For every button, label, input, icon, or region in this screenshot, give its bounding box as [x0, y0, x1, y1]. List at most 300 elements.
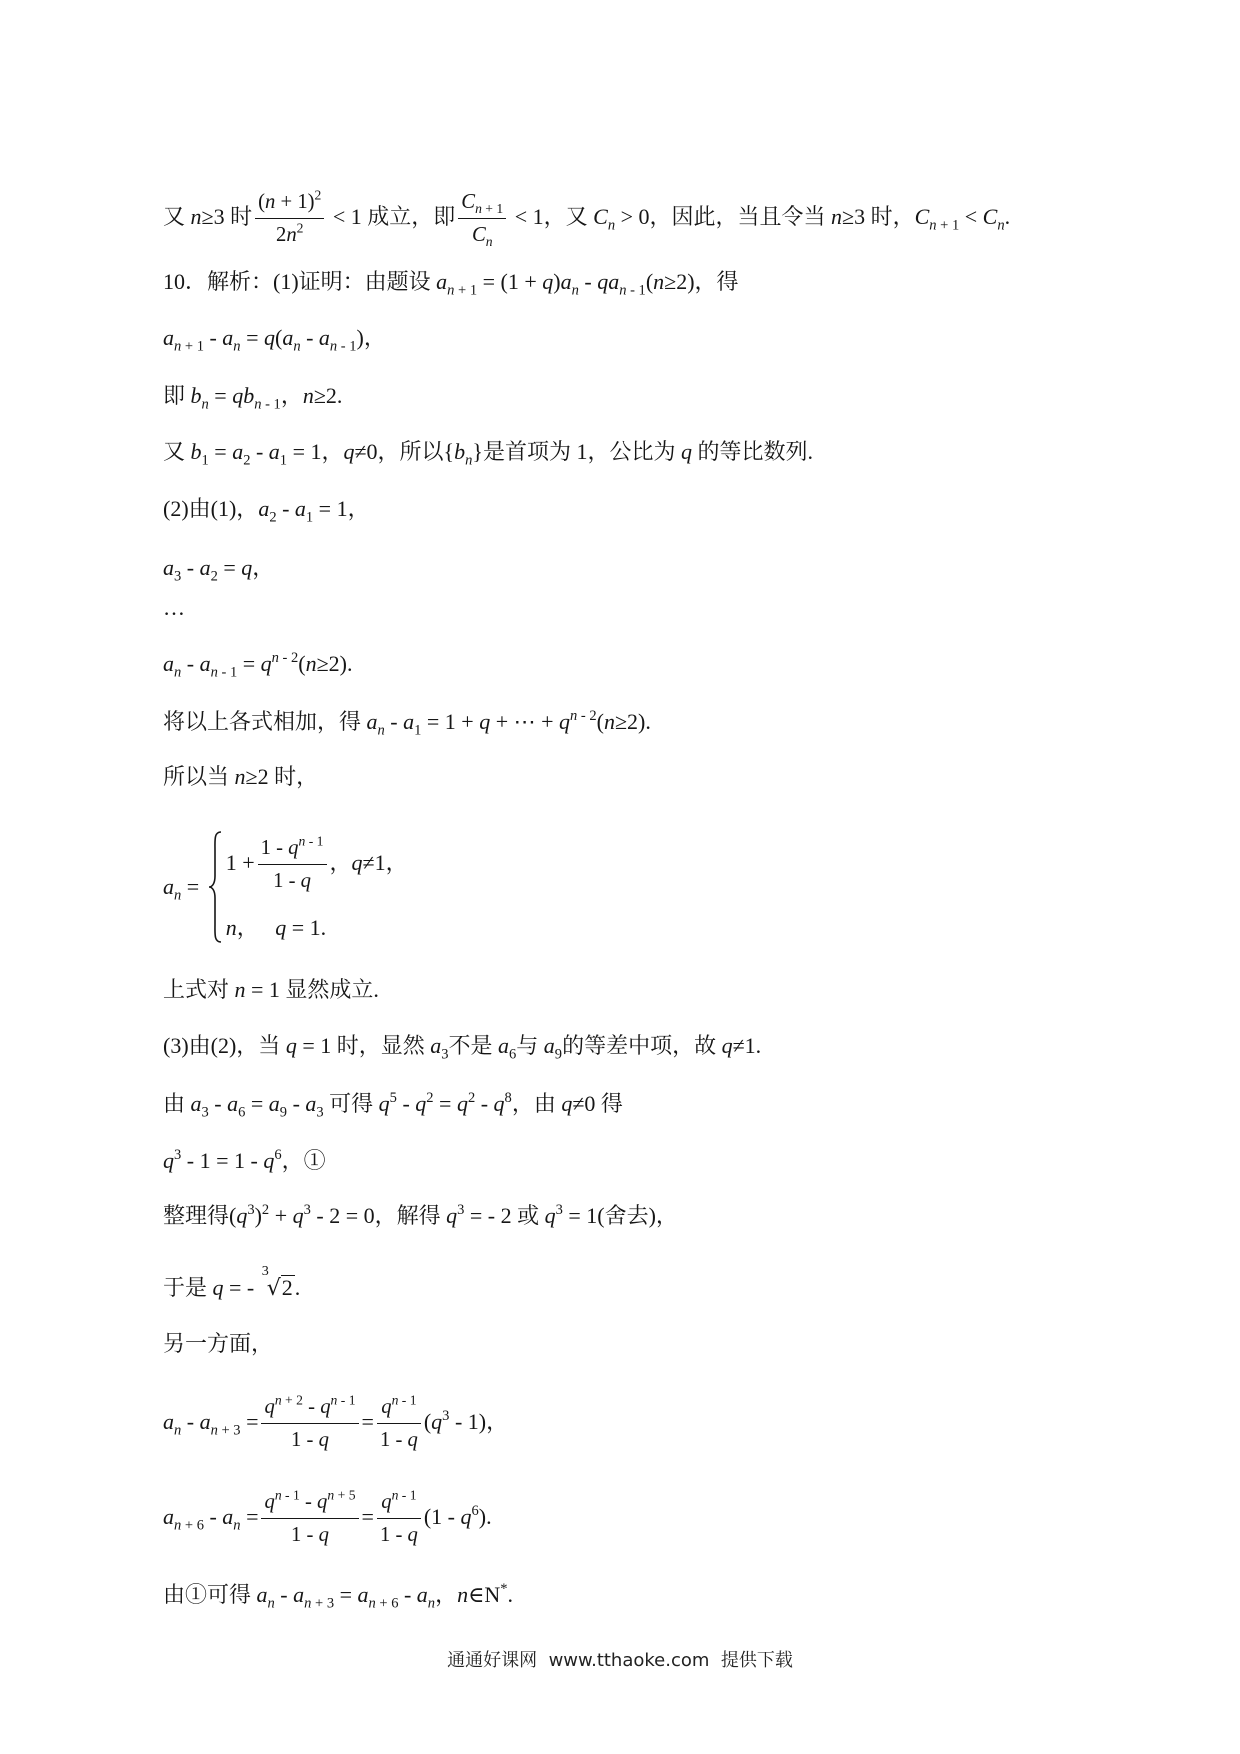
subscript — [211, 1423, 241, 1439]
text-run: = 1， — [313, 496, 370, 521]
text-run: 1 - — [291, 1524, 319, 1547]
text-run: ( — [423, 1409, 432, 1434]
math-variable: q — [680, 439, 692, 464]
math-variable: q — [542, 269, 554, 294]
math-variable: a — [222, 1504, 234, 1529]
text-run: )， — [356, 325, 386, 350]
superscript — [297, 221, 304, 236]
solution-line-18 — [163, 1328, 273, 1360]
subscript — [269, 510, 276, 526]
numerator — [258, 832, 327, 864]
superscript — [570, 708, 597, 724]
math-variable: n — [174, 664, 182, 681]
text-run: - — [300, 325, 319, 350]
math-variable: q — [241, 555, 253, 580]
math-variable: a — [163, 651, 174, 676]
text-run: = — [240, 1409, 259, 1434]
math-variable: q — [300, 870, 311, 893]
superscript — [327, 1488, 355, 1503]
left-brace — [207, 830, 223, 944]
math-variable: q — [292, 1203, 304, 1228]
math-variable: n — [234, 977, 246, 1002]
text-run: ， — [435, 1582, 458, 1607]
math-variable: q — [493, 1091, 505, 1116]
math-variable: n — [391, 1488, 399, 1503]
text-run: - — [203, 325, 223, 350]
numerator — [458, 186, 506, 218]
solution-line-4 — [163, 380, 342, 412]
text-run: 又 — [163, 439, 191, 464]
math-variable: q — [446, 1203, 458, 1228]
text-run: = — [208, 383, 233, 408]
text-run: - — [299, 1491, 318, 1514]
text-run: - — [276, 496, 295, 521]
math-variable: q — [320, 1396, 331, 1419]
math-variable: a — [232, 439, 244, 464]
text-run: - 1 — [217, 664, 238, 681]
text-run: + 3 — [217, 1422, 241, 1439]
solution-line-5 — [163, 436, 813, 468]
text-run: 3 — [303, 1202, 311, 1218]
fraction — [458, 186, 506, 251]
text-run: ( — [274, 325, 283, 350]
text-run: 9 — [554, 1046, 563, 1063]
denominator — [377, 1423, 421, 1456]
superscript — [247, 1202, 254, 1218]
math-variable: q — [415, 1091, 427, 1116]
text-run: 不是 — [448, 1033, 499, 1058]
superscript — [505, 1090, 512, 1106]
math-variable: n — [201, 396, 209, 413]
text-run: ≥3 时 — [201, 204, 253, 229]
text-run: ，由 — [511, 1091, 562, 1116]
subscript — [369, 1596, 399, 1612]
text-run: < — [959, 204, 983, 229]
text-run: ≥2). — [316, 651, 353, 676]
math-variable: n — [293, 338, 301, 355]
text-run: 另一方面， — [163, 1331, 274, 1356]
subscript — [378, 723, 385, 739]
math-variable: q — [275, 915, 287, 940]
subscript — [304, 1596, 334, 1612]
text-run: = — [240, 325, 264, 350]
text-run: + 1 — [181, 338, 204, 355]
text-run: ， — [329, 850, 352, 875]
math-variable: b — [190, 383, 202, 408]
text-run: 即 — [163, 383, 191, 408]
text-run: ) — [254, 1203, 262, 1228]
math-variable: qa — [597, 269, 620, 294]
math-variable: a — [436, 269, 448, 294]
text-run: + 3 — [311, 1595, 335, 1612]
superscript — [390, 1090, 397, 1106]
math-variable: n — [234, 764, 246, 789]
subscript — [280, 453, 287, 469]
math-variable: q — [431, 1409, 443, 1434]
text-run: ). — [478, 1504, 492, 1529]
subscript — [316, 1105, 323, 1121]
text-run: 1 — [279, 452, 288, 469]
subscript — [929, 218, 959, 234]
math-variable: n — [210, 1422, 218, 1439]
math-variable: a — [294, 496, 306, 521]
math-variable: n — [286, 224, 297, 247]
math-variable: n — [465, 452, 473, 469]
text-run: 10．解析：(1)证明：由题设 — [163, 269, 437, 294]
math-variable: n — [267, 1595, 275, 1612]
text-run: - 1 — [281, 1488, 300, 1503]
math-variable: n — [603, 709, 615, 734]
text-run: 2 — [269, 509, 277, 526]
math-variable: a — [163, 325, 174, 350]
math-variable: n — [274, 1393, 282, 1408]
math-variable: n — [570, 708, 578, 724]
text-run: - — [181, 555, 200, 580]
text-run: ( — [258, 191, 265, 214]
text-run: 整理得( — [163, 1203, 237, 1228]
math-variable: q — [285, 1033, 297, 1058]
math-variable: q — [263, 325, 275, 350]
case-q-equals-1 — [226, 912, 408, 944]
subscript — [280, 1105, 287, 1121]
text-run: ，① — [281, 1148, 326, 1173]
subscript — [475, 202, 503, 217]
math-variable: a — [163, 874, 174, 899]
fraction — [377, 1486, 421, 1551]
solution-line-ellipsis — [163, 592, 185, 624]
text-run: ≥2)，得 — [664, 269, 739, 294]
text-run: 3 — [555, 1202, 563, 1218]
text-run: 1 - — [379, 1429, 408, 1452]
text-run: - — [384, 709, 404, 734]
text-run: ≠1， — [362, 850, 408, 875]
math-variable: n — [190, 204, 202, 229]
math-variable: q — [288, 837, 299, 860]
text-run: ≠0 得 — [572, 1091, 623, 1116]
math-variable: q — [264, 1491, 275, 1514]
math-variable: n — [210, 664, 218, 681]
subscript — [211, 569, 218, 585]
text-run: ) — [553, 269, 561, 294]
math-variable: n — [391, 1393, 399, 1408]
math-variable: n — [298, 834, 306, 849]
superscript — [392, 1488, 417, 1503]
math-variable: n — [254, 396, 262, 413]
solution-line-10 — [163, 706, 651, 738]
math-variable: q — [561, 1091, 573, 1116]
superscript — [472, 1503, 479, 1519]
math-variable: a — [163, 555, 174, 580]
math-variable: a — [403, 709, 415, 734]
piecewise-lhs — [163, 871, 205, 903]
text-run: = 1. — [286, 915, 327, 940]
text-run: + 1) — [275, 191, 315, 214]
text-run: + 6 — [375, 1595, 399, 1612]
subscript — [233, 339, 240, 355]
solution-line-9 — [163, 648, 353, 680]
math-variable: q — [318, 1524, 329, 1547]
text-run: ， — [236, 915, 276, 940]
math-variable: n — [571, 282, 579, 299]
math-variable: n — [607, 217, 616, 234]
text-run: - 1 — [398, 1393, 417, 1408]
solution-line-16 — [163, 1200, 678, 1232]
math-variable: a — [227, 1091, 239, 1116]
text-run: = 1(舍去)， — [562, 1203, 678, 1228]
fraction — [258, 832, 327, 897]
numerator — [377, 1391, 421, 1423]
math-variable: q — [263, 1148, 275, 1173]
subscript — [293, 339, 300, 355]
math-variable: a — [163, 1504, 174, 1529]
numerator — [377, 1486, 421, 1518]
solution-line-13 — [163, 1030, 761, 1062]
superscript — [500, 1581, 507, 1597]
text-run: = 1 显然成立. — [245, 977, 379, 1002]
math-variable: a — [199, 651, 211, 676]
text-run: + 2 — [281, 1393, 303, 1408]
text-run: = 1 + — [421, 709, 480, 734]
subscript — [997, 218, 1004, 234]
subscript — [608, 218, 615, 234]
math-variable: q — [317, 1491, 328, 1514]
cube-root — [261, 1263, 295, 1305]
solution-line-19 — [163, 1393, 509, 1452]
math-variable: C — [593, 204, 608, 229]
math-variable: n — [302, 383, 314, 408]
text-run: ≠1. — [732, 1033, 762, 1058]
solution-line-14 — [163, 1088, 623, 1120]
math-variable: n — [475, 201, 482, 217]
text-run: 3 — [316, 1104, 324, 1121]
text-run: 2 — [314, 188, 322, 203]
cases — [226, 830, 408, 944]
text-run: 2 — [275, 224, 287, 247]
text-run: 2 — [467, 1090, 476, 1106]
math-variable: n — [330, 1393, 338, 1408]
subscript — [486, 235, 493, 250]
text-run: = — [181, 874, 205, 899]
subscript — [211, 665, 238, 681]
math-variable: C — [461, 191, 476, 214]
text-run: - 1 — [626, 282, 646, 299]
radical-sign: √ — [266, 1276, 281, 1301]
subscript — [428, 1596, 435, 1612]
math-variable: a — [357, 1582, 369, 1607]
math-variable: n — [174, 887, 182, 904]
text-run: 于是 — [163, 1275, 213, 1300]
text-run: . — [294, 1275, 301, 1300]
text-run: - — [203, 1504, 223, 1529]
text-run: 2 — [210, 568, 218, 585]
text-run: = — [433, 1091, 457, 1116]
math-variable: qb — [232, 383, 255, 408]
text-run: ( — [645, 269, 654, 294]
math-variable: n — [225, 915, 237, 940]
denominator — [255, 218, 324, 251]
superscript — [275, 1393, 303, 1408]
text-run: . — [507, 1582, 514, 1607]
math-variable: q — [351, 850, 363, 875]
text-run: - 1 — [261, 396, 281, 413]
math-variable: n — [619, 282, 627, 299]
math-variable: q — [456, 1091, 468, 1116]
text-run: = — [334, 1582, 358, 1607]
text-run: … — [163, 595, 185, 620]
text-run: - 2 — [278, 650, 299, 666]
math-variable: n — [653, 269, 665, 294]
math-variable: n — [377, 722, 385, 739]
text-run: + 1 — [481, 201, 504, 217]
math-variable: a — [163, 1409, 174, 1434]
text-run: - — [398, 1582, 417, 1607]
text-run: - 1 — [305, 834, 324, 849]
math-variable: q — [381, 1396, 392, 1419]
radicand — [281, 1275, 295, 1299]
text-run: ∈N — [468, 1582, 501, 1607]
text-run: 1 — [201, 452, 209, 469]
solution-line-2 — [163, 266, 739, 298]
subscript — [174, 1518, 204, 1534]
math-variable: a — [268, 1091, 280, 1116]
text-run: 1 — [305, 509, 314, 526]
superscript — [274, 1147, 281, 1163]
fraction — [261, 1391, 358, 1456]
math-variable: a — [293, 1582, 305, 1607]
text-run: 1 + — [225, 850, 255, 875]
text-run: - — [181, 651, 200, 676]
superscript — [272, 650, 299, 666]
math-variable: C — [471, 224, 486, 247]
subscript — [202, 453, 209, 469]
text-run: = — [245, 1091, 269, 1116]
math-variable: q — [559, 709, 571, 734]
superscript — [304, 1202, 311, 1218]
solution-line-3 — [163, 322, 386, 354]
text-run: (1 - — [423, 1504, 461, 1529]
text-run: 的等差中项，故 — [562, 1033, 722, 1058]
math-variable: q — [318, 1429, 329, 1452]
subscript — [619, 283, 646, 299]
math-variable: n — [929, 217, 937, 234]
math-variable: a — [543, 1033, 555, 1058]
text-run: 3 — [174, 568, 182, 585]
text-run: ( — [596, 709, 604, 734]
subscript — [555, 1047, 562, 1063]
text-run: 1 - — [260, 837, 289, 860]
text-run: 3 — [174, 1147, 182, 1163]
math-variable: a — [268, 439, 280, 464]
math-variable: a — [282, 325, 294, 350]
text-run: - — [274, 1582, 294, 1607]
numerator — [261, 1486, 358, 1518]
text-run: + — [269, 1203, 293, 1228]
text-run: 2 — [296, 221, 304, 236]
text-run: 5 — [389, 1090, 397, 1106]
subscript — [202, 1105, 209, 1121]
text-run: + 1 — [936, 217, 960, 234]
math-variable: a — [430, 1033, 442, 1058]
math-variable: a — [256, 1582, 268, 1607]
superscript — [556, 1202, 563, 1218]
text-run: = — [361, 1409, 374, 1434]
math-variable: n — [233, 1517, 241, 1534]
math-variable: q — [260, 651, 272, 676]
text-run: 由①可得 — [163, 1582, 257, 1607]
solution-line-21 — [163, 1579, 513, 1611]
math-variable: q — [407, 1524, 418, 1547]
math-variable: q — [378, 1091, 390, 1116]
math-variable: q — [544, 1203, 556, 1228]
math-variable: q — [212, 1275, 224, 1300]
text-run: 1 - — [273, 870, 301, 893]
page-footer: 通通好课网 www.tthaoke.com 提供下载 — [447, 1650, 793, 1671]
math-variable: n — [329, 338, 338, 355]
text-run: * — [500, 1581, 508, 1597]
text-run: 所以当 — [163, 764, 235, 789]
solution-line-1 — [163, 188, 1011, 250]
math-variable: n — [485, 234, 493, 250]
subscript — [441, 1047, 448, 1063]
math-variable: q — [163, 1148, 174, 1173]
text-run: - — [287, 1091, 306, 1116]
text-run: = — [361, 1504, 374, 1529]
subscript — [174, 339, 204, 355]
subscript — [202, 397, 209, 413]
text-run: + ⋯ + — [490, 709, 560, 734]
solution-line-20 — [163, 1488, 492, 1547]
subscript — [447, 283, 477, 299]
text-run: 可得 — [323, 1091, 379, 1116]
text-run: 将以上各式相加，得 — [163, 709, 367, 734]
solution-line-6 — [163, 493, 370, 525]
text-run: - 2 = 0，解得 — [310, 1203, 447, 1228]
text-run: - 1 = 1 - — [181, 1148, 264, 1173]
math-variable: a — [366, 709, 378, 734]
math-variable: C — [914, 204, 930, 229]
math-variable: q — [721, 1033, 733, 1058]
math-variable: q — [264, 1396, 275, 1419]
numerator — [255, 186, 324, 218]
text-run: ≥2). — [614, 709, 651, 734]
text-run: = 1， — [287, 439, 344, 464]
text-run: = — [208, 439, 233, 464]
math-variable: q — [479, 709, 491, 734]
text-run: - 1 — [398, 1488, 417, 1503]
math-variable: n — [427, 1595, 436, 1612]
math-variable: a — [560, 269, 572, 294]
math-variable: n — [264, 191, 276, 214]
math-variable: q — [236, 1203, 248, 1228]
text-run: 6 — [471, 1503, 479, 1519]
text-run: ≥3 时， — [842, 204, 915, 229]
denominator — [377, 1518, 421, 1551]
text-run: 2 — [261, 1202, 270, 1218]
text-run: 8 — [504, 1090, 512, 1106]
math-variable: n — [457, 1582, 469, 1607]
math-variable: n — [174, 1517, 182, 1534]
math-variable: n — [327, 1488, 335, 1503]
text-run: 由 — [163, 1091, 191, 1116]
piecewise-formula — [163, 830, 408, 944]
math-variable: n — [447, 282, 455, 299]
text-run: 3 — [442, 1408, 450, 1424]
text-run: = — [217, 555, 242, 580]
text-run: - 1 — [337, 338, 357, 355]
math-variable: n — [174, 338, 182, 355]
text-run: 9 — [279, 1104, 288, 1121]
subscript — [233, 1518, 240, 1534]
